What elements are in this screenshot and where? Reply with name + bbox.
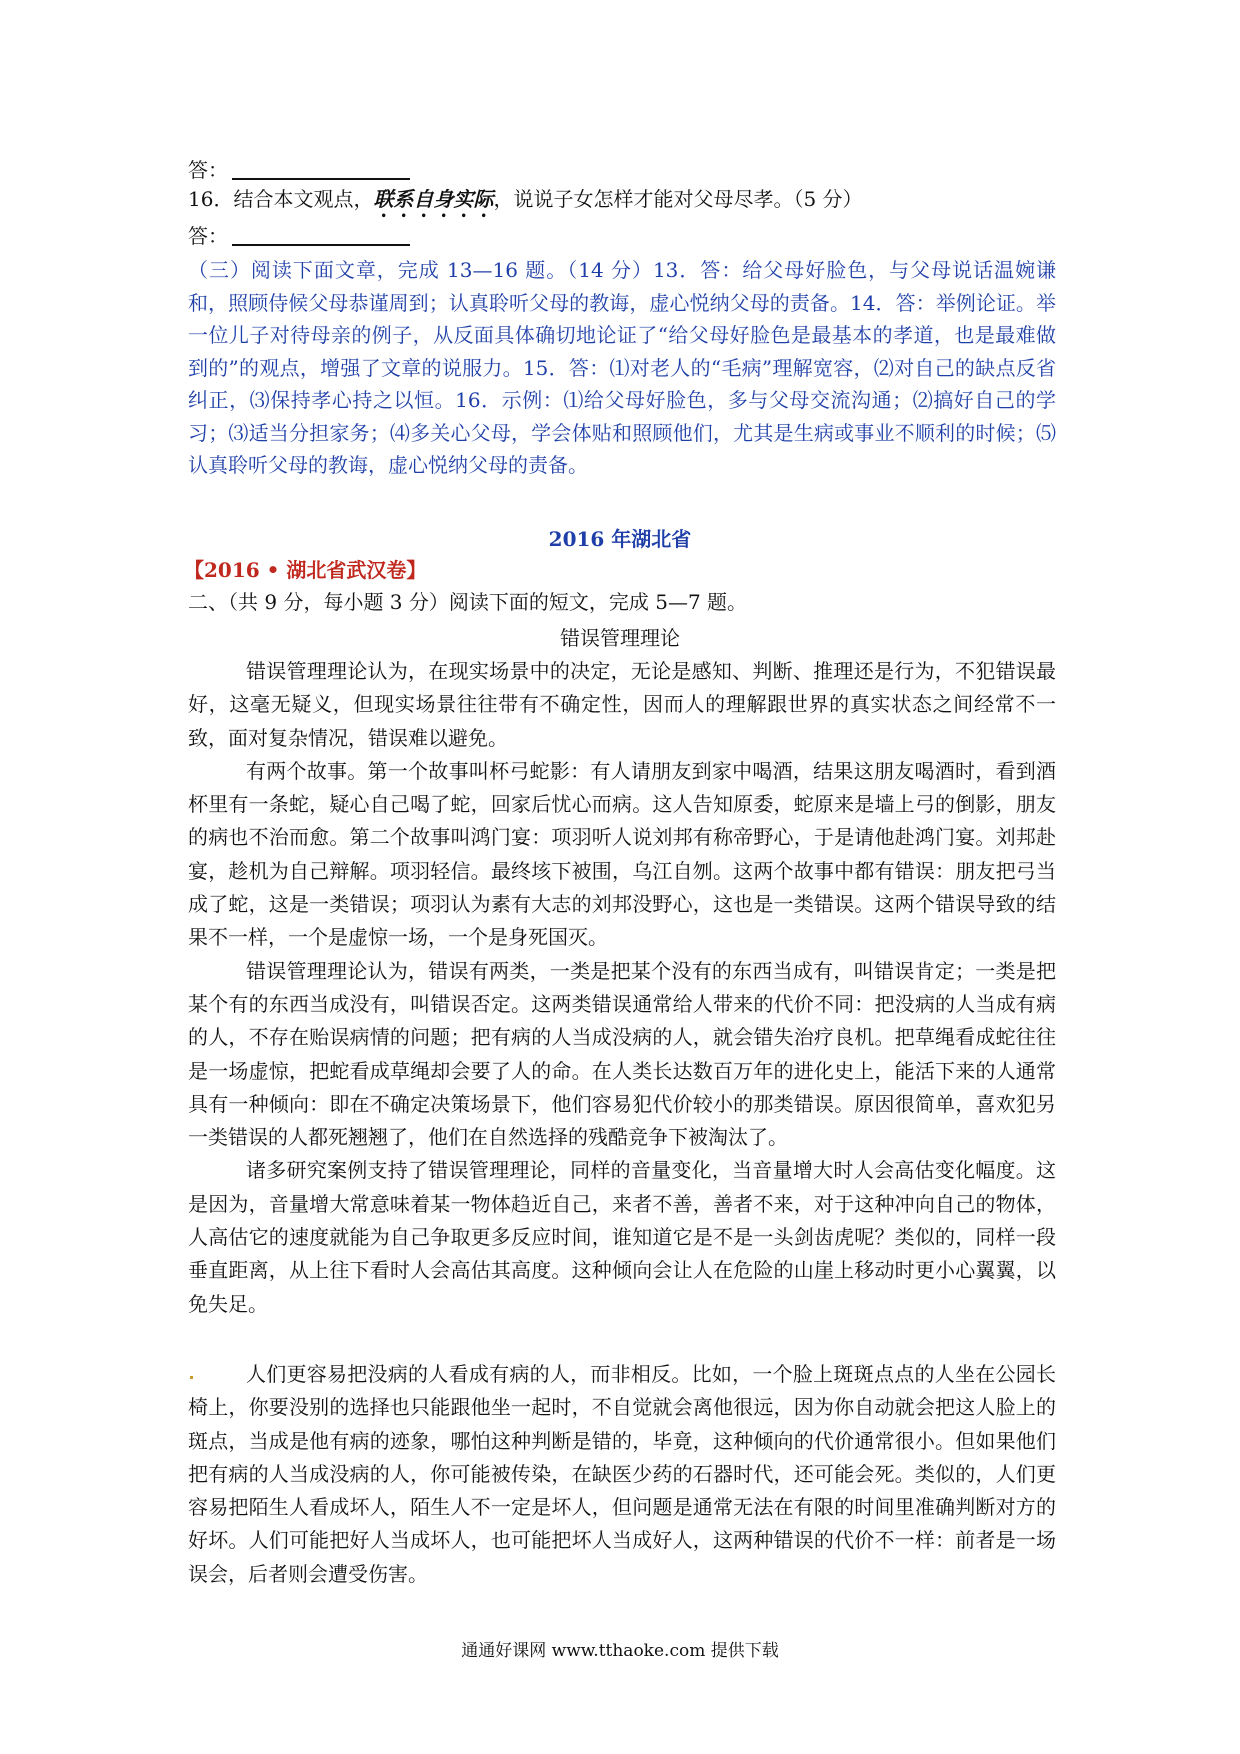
answer-key: （三）阅读下面文章，完成 13—16 题。（14 分）13．答：给父母好脸色，与父母说话温婉谦和，照顾侍候父母恭谨周到；认真聆听父母的教诲，虚心悦纳父母的责备。14．答：举例论证。举一位儿子对待母亲的例子，从反面具体确切地论证了“给父母好脸色是最基本的孝道，也是最难做到的”的观点，增强了文章的说服力。15．答：⑴对老人的“毛病”理解宽容，⑵对自己的缺点反省纠正，⑶保持孝心持之以恒。16．示例：⑴给父母好脸色，多与父母交流沟通；⑵搞好自己的学习；⑶适当分担家务；⑷多关心父母，学会体贴和照顾他们，尤其是生病或事业不顺利的时候；⑸认真聆听父母的教诲，虚心悦纳父母的责备。: [188, 258, 1056, 477]
question-16-prefix: 16．结合本文观点，: [188, 187, 374, 211]
answer-line-1: [188, 156, 410, 184]
instruction: 二、（共 9 分，每小题 3 分）阅读下面的短文，完成 5—7 题。: [188, 590, 748, 614]
article-body: [188, 655, 1056, 1321]
paragraph: 诸多研究案例支持了错误管理理论，同样的音量变化，当音量增大时人会高估变化幅度。这是因为，音量增大常意味着某一物体趋近自己，来者不善，善者不来，对于这种冲向自己的物体，人高估它的速度就能为自己争取更多反应时间，谁知道它是不是一头剑齿虎呢？类似的，同样一段垂直距离，从上往下看时人会高估其高度。这种倾向会让人在危险的山崖上移动时更小心翼翼，以免失足。: [188, 1158, 1056, 1316]
answer-label: 答：: [188, 224, 228, 248]
page-footer: 通通好课网 www.tthaoke.com 提供下载: [461, 1641, 779, 1661]
exam-title: 【2016 • 湖北省武汉卷】: [184, 558, 427, 582]
paragraph: 有两个故事。第一个故事叫杯弓蛇影：有人请朋友到家中喝酒，结果这朋友喝酒时，看到酒杯里有一条蛇，疑心自己喝了蛇，回家后忧心而病。这人告知原委，蛇原来是墙上弓的倒影，朋友的病也不治而愈。第二个故事叫鸿门宴：项羽听人说刘邦有称帝野心，于是请他赴鸿门宴。刘邦赴宴，趁机为自己辩解。项羽轻信。最终垓下被围，乌江自刎。这两个故事中都有错误：朋友把弓当成了蛇，这是一类错误；项羽认为素有大志的刘邦没野心，这也是一类错误。这两个错误导致的结果不一样，一个是虚惊一场，一个是身死国灭。: [188, 758, 1056, 950]
question-16-emphasis: 联系自身实际: [373, 187, 494, 211]
answer-blank[interactable]: [232, 244, 410, 246]
article-title: 错误管理理论: [560, 626, 680, 650]
question-16: [188, 185, 863, 222]
paragraph: 错误管理理论认为，错误有两类，一类是把某个没有的东西当成有，叫错误肯定；一类是把某个有的东西当成没有，叫错误否定。这两类错误通常给人带来的代价不同：把没病的人当成有病的人，不存在贻误病情的问题；把有病的人当成没病的人，就会错失治疗良机。把草绳看成蛇往往是一场虚惊，把蛇看成草绳却会要了人的命。在人类长达数百万年的进化史上，能活下来的人通常具有一种倾向：即在不确定决策场景下，他们容易犯代价较小的那类错误。原因很简单，喜欢犯另一类错误的人都死翘翘了，他们在自然选择的残酷竞争下被淘汰了。: [188, 958, 1056, 1150]
paragraph: 错误管理理论认为，在现实场景中的决定，无论是感知、判断、推理还是行为，不犯错误最好，这毫无疑义，但现实场景往往带有不确定性，因而人的理解跟世界的真实状态之间经常不一致，面对复杂情况，错误难以避免。: [188, 659, 1056, 750]
paragraph: 人们更容易把没病的人看成有病的人，而非相反。比如，一个脸上斑斑点点的人坐在公园长椅上，你要没别的选择也只能跟他坐一起时，不自觉就会离他很远，因为你自动就会把这人脸上的斑点，当成是他有病的迹象，哪怕这种判断是错的，毕竟，这种倾向的代价通常很小。但如果他们把有病的人当成没病的人，你可能被传染，在缺医少药的石器时代，还可能会死。类似的，人们更容易把陌生人看成坏人，陌生人不一定是坏人，但问题是通常无法在有限的时间里准确判断对方的好坏。人们可能把好人当成坏人，也可能把坏人当成好人，这两种错误的代价不一样：前者是一场误会，后者则会遭受伤害。: [188, 1362, 1056, 1586]
answer-blank[interactable]: [232, 178, 410, 180]
article-body-continued: [188, 1358, 1056, 1591]
answer-label: 答：: [188, 158, 228, 182]
question-16-suffix: ，说说子女怎样才能对父母尽孝。（5 分）: [493, 187, 863, 211]
answer-line-2: [188, 222, 410, 250]
section-title: 2016 年湖北省: [548, 527, 692, 551]
